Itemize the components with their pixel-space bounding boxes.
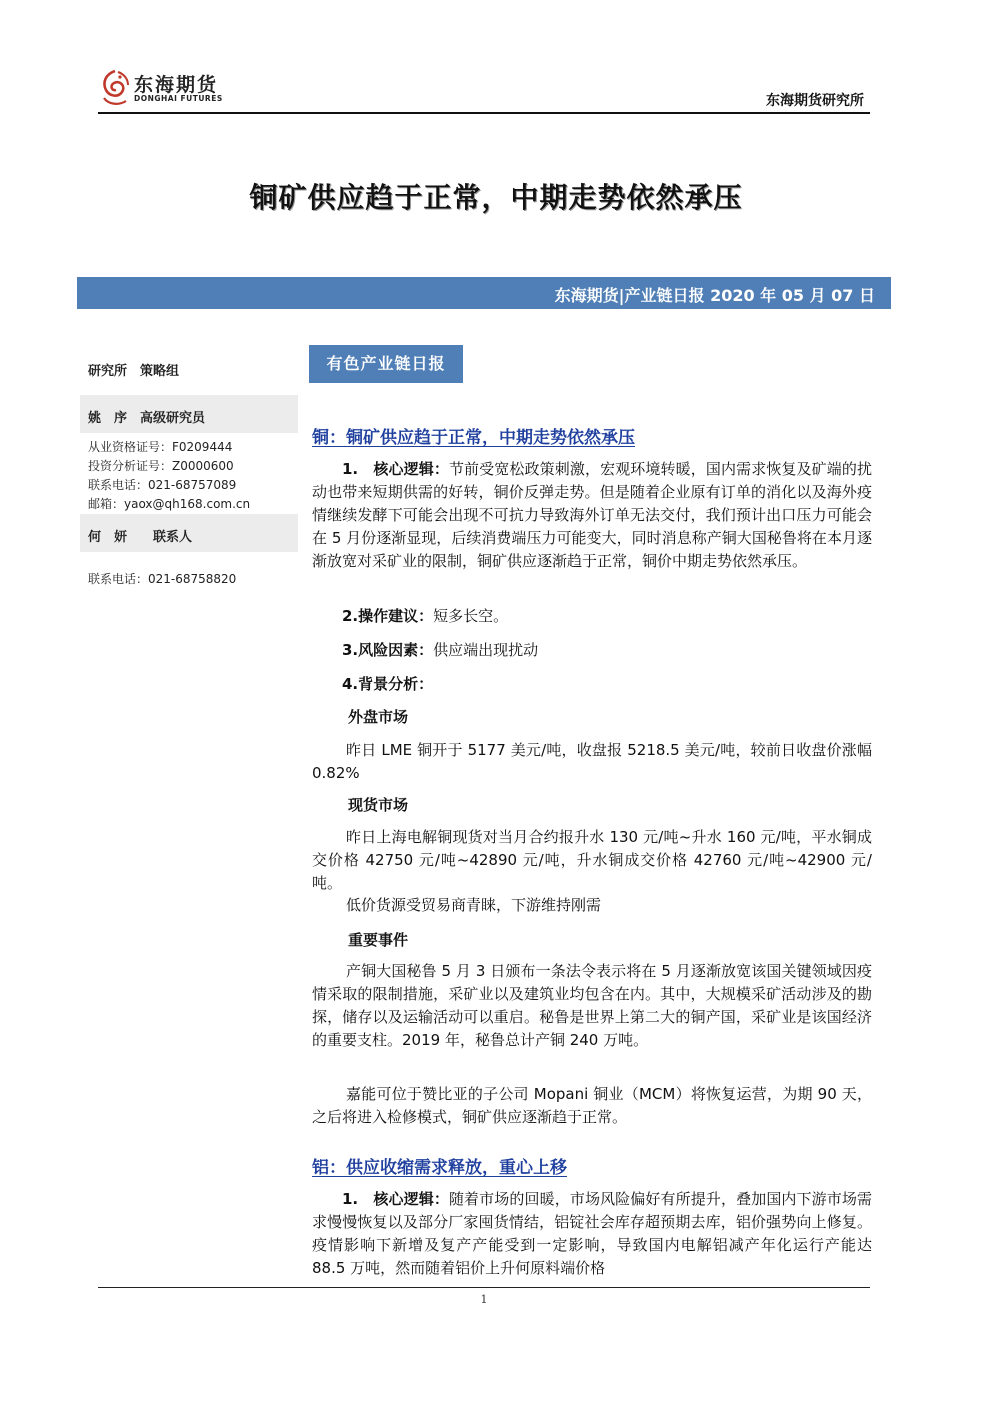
dragon-logo-icon (98, 68, 132, 108)
copper-risk-label: 3.风险因素： (342, 641, 434, 659)
aluminum-heading-link[interactable]: 铝：供应收缩需求释放，重心上移 (312, 1158, 567, 1178)
page-number: 1 (480, 1293, 488, 1306)
report-banner (77, 277, 891, 309)
copper-external-market-text: 昨日 LME 铜开于 5177 美元/吨，收盘报 5218.5 美元/吨，较前日收盘价涨幅 0.82% (312, 741, 872, 782)
sidebar-dept: 研究所 策略组 (88, 364, 180, 379)
sidebar-analyst1-email[interactable]: 邮箱：yaox@qh168.com.cn (88, 497, 251, 511)
aluminum-logic-label: 1. 核心逻辑： (342, 1190, 449, 1208)
sidebar-analyst1-name: 姚 序 高级研究员 (88, 411, 206, 426)
copper-bg-label: 4.背景分析： (342, 675, 434, 693)
aluminum-core-logic (312, 1188, 872, 1280)
copper-ops-label: 2.操作建议： (342, 607, 434, 625)
copper-core-logic (312, 458, 872, 573)
copper-heading-link[interactable]: 铜：铜矿供应趋于正常，中期走势依然承压 (312, 428, 635, 448)
report-banner-text: 东海期货|产业链日报 2020 年 05 月 07 日 (554, 286, 875, 305)
document-title: 铜矿供应趋于正常，中期走势依然承压 (249, 181, 743, 214)
copper-risk (342, 639, 872, 662)
copper-spot-market-label: 现货市场 (348, 796, 409, 814)
sidebar-analyst1-line: 从业资格证号：F0209444 (88, 440, 233, 454)
aluminum-logic-text: 随着市场的回暖，市场风险偏好有所提升，叠加国内下游市场需求慢慢恢复以及部分厂家囤货情结，铝锭社会库存超预期去库，铝价强势向上修复。疫情影响下新增及复产产能受到一定影响，导致国内电解铝减产年化运行产能达 88.5 万吨，然而随着铝价上升何原料端价格 (312, 1190, 872, 1277)
sidebar-analyst1-line: 联系电话：021-68757089 (88, 478, 237, 492)
sidebar-analyst1-line: 投资分析证号：Z0000600 (88, 459, 234, 473)
header-divider (98, 112, 870, 114)
donghai-logo (98, 68, 238, 112)
footer-divider (98, 1287, 870, 1288)
header-institute-title: 东海期货研究所 (766, 93, 864, 109)
copper-ops-text: 短多长空。 (433, 607, 509, 625)
sidebar-analyst2-phone: 联系电话：021-68758820 (88, 572, 237, 586)
copper-external-market-label: 外盘市场 (348, 708, 409, 726)
copper-spot-market-note: 低价货源受贸易商青睐，下游维持刚需 (346, 896, 602, 914)
copper-events-text: 产铜大国秘鲁 5 月 3 日颁布一条法令表示将在 5 月逐渐放宽该国关键领域因疫情采取的限制措施，采矿业以及建筑业均包含在内。其中，大规模采矿活动涉及的勘探，储存以及运输活动可以重启。秘鲁是世界上第二大的铜产国，采矿业是该国经济的重要支柱。2019 年，秘鲁总计产铜 240 万吨。 (312, 962, 872, 1049)
sidebar-analyst2-name: 何 妍 联系人 (88, 530, 193, 545)
copper-spot-market-text: 昨日上海电解铜现货对当月合约报升水 130 元/吨~升水 160 元/吨，平水铜成交价格 42750 元/吨~42890 元/吨，升水铜成交价格 42760 元/吨~42900 元/吨。 (312, 828, 872, 892)
logo-cn-text: 东海期货 (134, 74, 219, 96)
copper-ops (342, 605, 872, 628)
copper-events-label: 重要事件 (348, 931, 409, 949)
copper-background (342, 673, 872, 696)
copper-events-text: 嘉能可位于赞比亚的子公司 Mopani 铜业（MCM）将恢复运营，为期 90 天，之后将进入检修模式，铜矿供应逐渐趋于正常。 (312, 1085, 872, 1126)
section-tag: 有色产业链日报 (309, 345, 463, 383)
copper-logic-text: 节前受宽松政策刺激，宏观环境转暖，国内需求恢复及矿端的扰动也带来短期供需的好转，铜价反弹走势。但是随着企业原有订单的消化以及海外疫情继续发酵下可能会出现不可抗力导致海外订单无法交付，我们预计出口压力可能会在 5 月份逐渐显现，后续消费端压力可能变大，同时消息称产铜大国秘鲁将在本月逐渐放宽对采矿业的限制，铜矿供应逐渐趋于正常，铜价中期走势依然承压。 (312, 460, 872, 570)
logo-en-text: DONGHAI FUTURES (134, 94, 223, 103)
copper-risk-text: 供应端出现扰动 (433, 641, 539, 659)
copper-logic-label: 1. 核心逻辑： (342, 460, 449, 478)
